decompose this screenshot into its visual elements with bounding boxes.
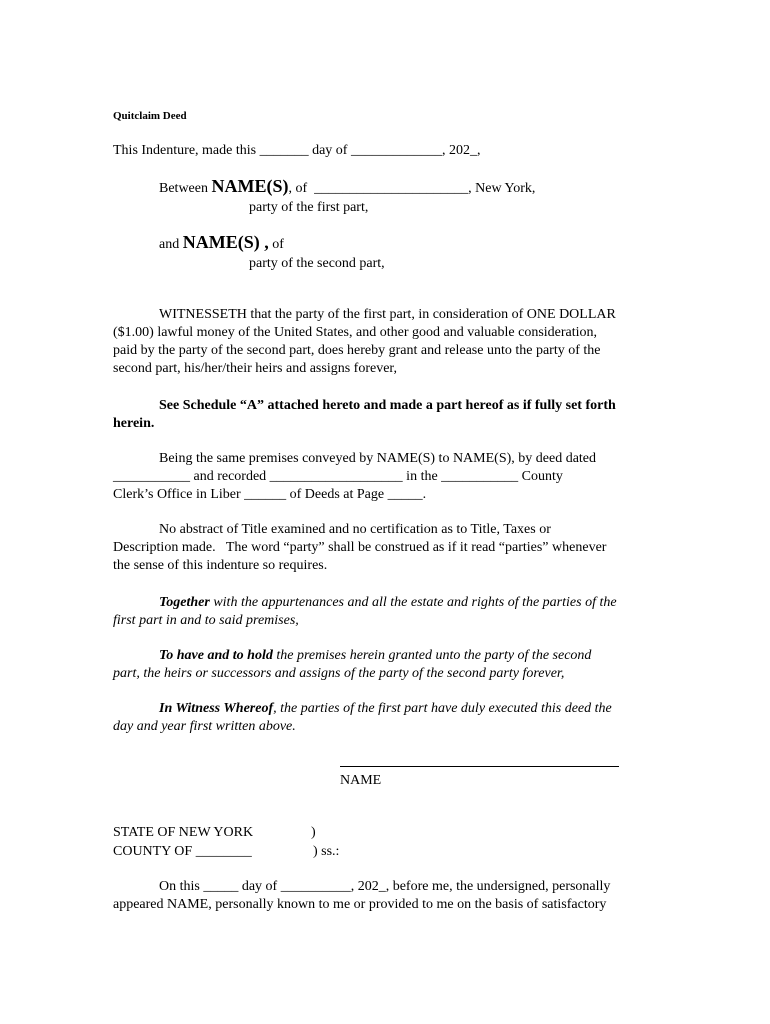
to-have-line bbox=[159, 647, 591, 665]
acknowledgment-line: On this _____ day of __________, 202_, before me, the undersigned, personally bbox=[159, 879, 611, 894]
party-one-role: party of the first part, bbox=[249, 200, 369, 215]
party-two-role: party of the second part, bbox=[249, 256, 385, 271]
together-rest: with the appurtenances and all the estate and rights of the parties of the bbox=[209, 595, 617, 610]
state-label: STATE OF NEW YORK bbox=[113, 825, 254, 840]
to-have-lead: To have and to hold bbox=[159, 648, 273, 663]
state-paren: ) bbox=[311, 825, 316, 840]
party-two-name: NAME(S) , bbox=[182, 232, 269, 252]
party-two-line bbox=[159, 233, 284, 254]
county-paren: ) ss.: bbox=[313, 844, 340, 859]
witnesseth-line: paid by the party of the second part, does hereby grant and release unto the party of the bbox=[113, 343, 601, 358]
witness-lead: In Witness Whereof bbox=[159, 701, 274, 716]
abstract-line: the sense of this indenture so requires. bbox=[113, 558, 328, 573]
witness-line-2: day and year first written above. bbox=[113, 719, 296, 734]
premises-line: Clerk’s Office in Liber ______ of Deeds at Page _____. bbox=[113, 487, 427, 502]
party-two-rest: of bbox=[268, 237, 284, 252]
abstract-line: No abstract of Title examined and no certification as to Title, Taxes or bbox=[159, 522, 551, 537]
schedule-line: herein. bbox=[113, 416, 155, 431]
together-line bbox=[159, 594, 617, 612]
party-one-lead: Between bbox=[159, 181, 212, 196]
party-two-lead: and bbox=[159, 237, 183, 252]
witness-line bbox=[159, 700, 612, 718]
indenture-intro: This Indenture, made this _______ day of _____________, 202_, bbox=[113, 143, 481, 158]
witnesseth-line: ($1.00) lawful money of the United States, and other good and valuable consideration, bbox=[113, 325, 598, 340]
to-have-line-2: part, the heirs or successors and assigns of the party of the second party forever, bbox=[113, 666, 565, 681]
party-one-line bbox=[159, 177, 535, 198]
together-lead: Together bbox=[159, 595, 210, 610]
county-label: COUNTY OF ________ bbox=[113, 844, 252, 859]
signature-name: NAME bbox=[340, 773, 382, 788]
document-title: Quitclaim Deed bbox=[113, 110, 187, 122]
party-one-rest: , of ______________________, New York, bbox=[288, 181, 536, 196]
premises-line: Being the same premises conveyed by NAME(S) to NAME(S), by deed dated bbox=[159, 451, 597, 466]
together-line-2: first part in and to said premises, bbox=[113, 613, 299, 628]
party-one-name: NAME(S) bbox=[211, 176, 289, 196]
schedule-line: See Schedule “A” attached hereto and made a part hereof as if fully set forth bbox=[159, 398, 616, 413]
to-have-rest: the premises herein granted unto the party of the second bbox=[272, 648, 592, 663]
signature-line bbox=[340, 766, 619, 767]
witness-rest: , the parties of the first part have duly executed this deed the bbox=[273, 701, 612, 716]
witnesseth-line: WITNESSETH that the party of the first part, in consideration of ONE DOLLAR bbox=[159, 307, 616, 322]
abstract-line: Description made. The word “party” shall be construed as if it read “parties” whenever bbox=[113, 540, 607, 555]
acknowledgment-line: appeared NAME, personally known to me or provided to me on the basis of satisfactory bbox=[113, 897, 607, 912]
witnesseth-line: second part, his/her/their heirs and assigns forever, bbox=[113, 361, 398, 376]
premises-line: ___________ and recorded ___________________ in the ___________ County bbox=[113, 469, 563, 484]
